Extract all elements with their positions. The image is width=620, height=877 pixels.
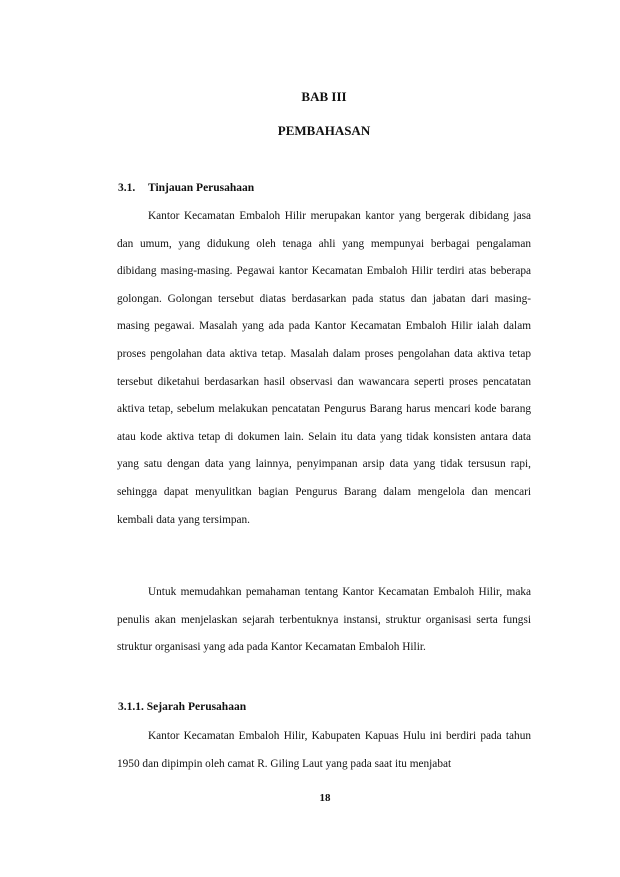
section-number: 3.1.1. xyxy=(118,701,144,713)
chapter-subtitle: PEMBAHASAN xyxy=(277,123,371,138)
paragraph-tinjauan-2: Untuk memudahkan pemahaman tentang Kantor Kecamatan Embaloh Hilir, maka penulis akan menjelaskan sejarah terbentuknya instansi, struktur organisasi serta fungsi struktur organisasi yang ada pada Kantor Kecamatan Embaloh Hilir. xyxy=(117,586,531,654)
chapter-title: BAB III xyxy=(301,89,347,104)
section-title: Sejarah Perusahaan xyxy=(146,701,247,713)
section-title: Tinjauan Perusahaan xyxy=(148,182,255,194)
section-heading-3-1 xyxy=(118,182,254,194)
paragraph-tinjauan-1: Kantor Kecamatan Embaloh Hilir merupakan kantor yang bergerak dibidang jasa dan umum, yang didukung oleh tenaga ahli yang mempunyai berbagai pengalaman dibidang masing-masing. Pegawai kantor Kecamatan Embaloh Hilir terdiri atas beberapa golongan. Golongan tersebut diatas berdasarkan pada status dan jabatan dari masing-masing pegawai. Masalah yang ada pada Kantor Kecamatan Embaloh Hilir ialah dalam proses pengolahan data aktiva tetap. Masalah dalam proses pengolahan data aktiva tetap tersebut diketahui berdasarkan hasil observasi dan wawancara seperti proses pencatatan aktiva tetap, sebelum melakukan pencatatan Pengurus Barang harus mencari kode barang atau kode aktiva tetap di dokumen lain. Selain itu data yang tidak konsisten antara data yang satu dengan data yang lainnya, penyimpanan arsip data yang tidak tersusun rapi, sehingga dapat menyulitkan bagian Pengurus Barang dalam mengelola dan mencari kembali data yang tersimpan. xyxy=(117,210,531,526)
page-number: 18 xyxy=(319,792,331,804)
section-number: 3.1. xyxy=(118,182,136,194)
paragraph-sejarah-1: Kantor Kecamatan Embaloh Hilir, Kabupaten Kapuas Hulu ini berdiri pada tahun 1950 dan dipimpin oleh camat R. Giling Laut yang pada saat itu menjabat xyxy=(117,730,531,770)
section-heading-3-1-1 xyxy=(118,701,246,713)
